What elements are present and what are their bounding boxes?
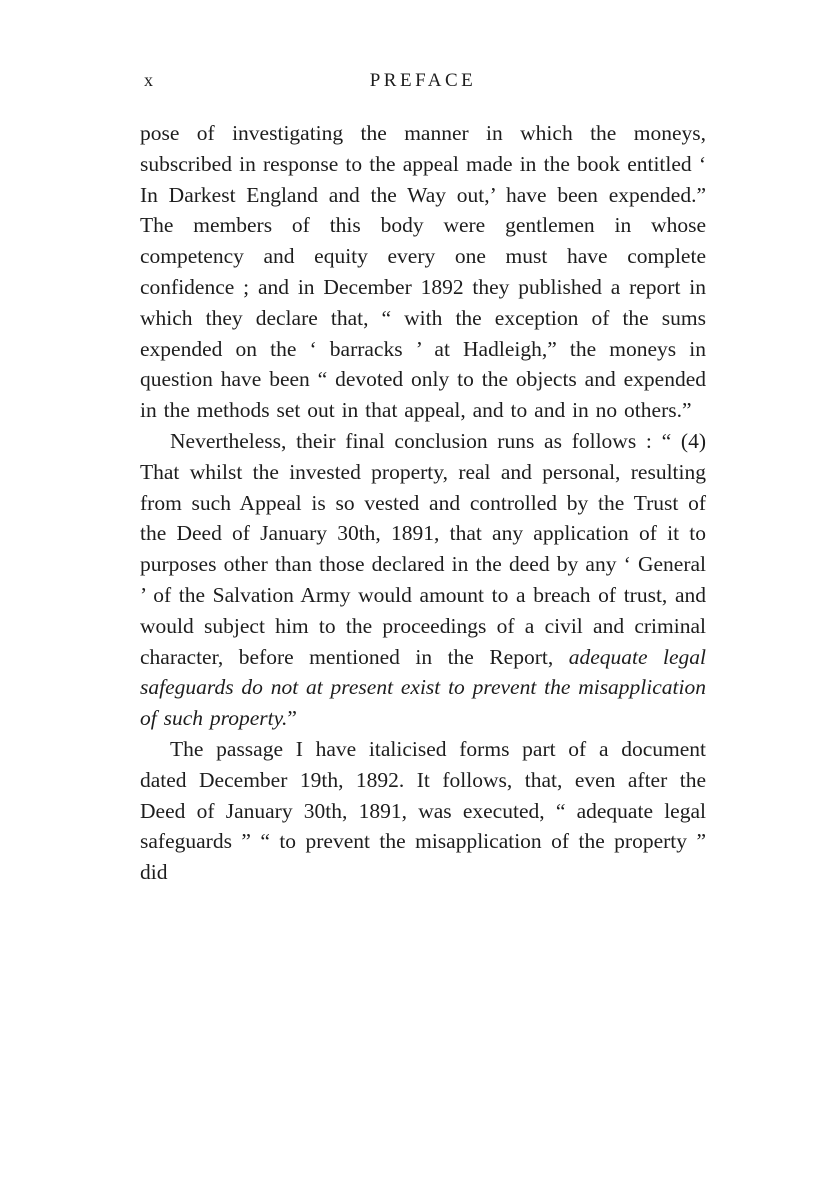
paragraph <box>140 426 706 734</box>
italic-text-segment: adequate legal safeguards do not at present exist to prevent the misapplication of such property. <box>140 644 706 731</box>
text-segment: ” <box>287 706 297 731</box>
text-segment: pose of investigating the manner in which the moneys, subscribed in response to the appeal made in the book entitled ‘ In Darkest England and the Way out,’ have been expended.” The members of this body were gentlemen in whose competency and equity every one must have complete confidence ; and in December 1892 they published a report in which they declare that, “ with the exception of the sums expended on the ‘ barracks ’ at Hadleigh,” the moneys in question have been “ devoted only to the objects and expended in the methods set out in that appeal, and to and in no others.” <box>140 121 706 423</box>
paragraph <box>140 118 706 426</box>
running-header-title: PREFACE <box>369 70 477 91</box>
text-block <box>140 118 706 888</box>
text-segment: The passage I have italicised forms part of a document dated December 19th, 1892. It follows, that, even after the Deed of January 30th, 1891, was executed, “ adequate legal safeguards ” “ to prevent the misapplication of the property ” did <box>140 736 706 885</box>
page-header <box>140 70 706 98</box>
page-number: x <box>144 70 154 90</box>
paragraph <box>140 734 706 888</box>
text-segment: Nevertheless, their final conclusion runs as follows : “ (4) That whilst the invested property, real and personal, resulting from such Appeal is so vested and controlled by the Trust of the Deed of January 30th, 1891, that any application of it to purposes other than those declared in the deed by any ‘ General ’ of the Salvation Army would amount to a breach of trust, and would subject him to the proceedings of a civil and criminal character, before mentioned in the Report, <box>140 428 706 669</box>
